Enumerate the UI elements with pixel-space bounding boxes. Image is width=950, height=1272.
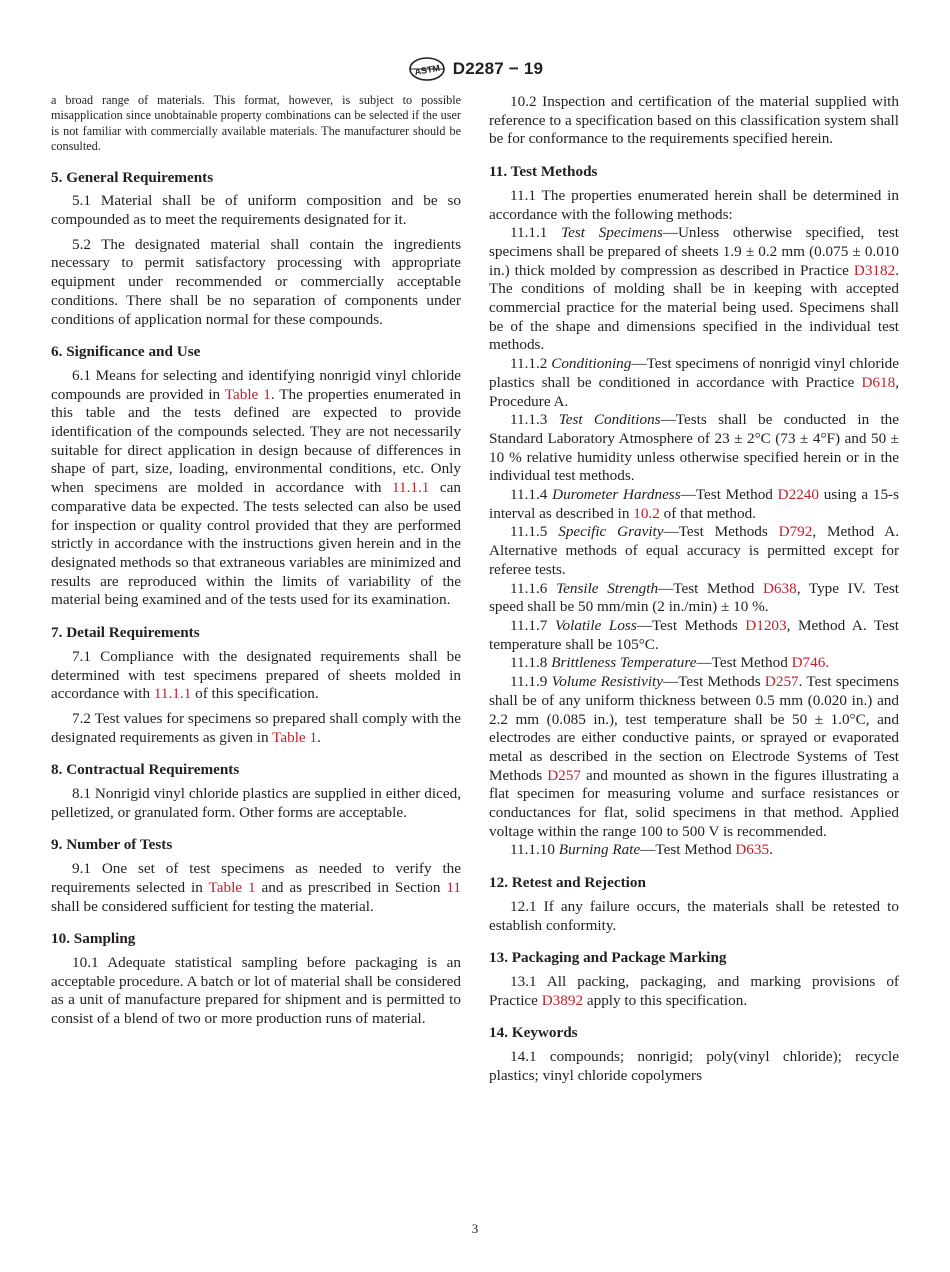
section-11-heading: 11. Test Methods	[489, 163, 598, 181]
link-d635[interactable]: D635	[735, 841, 770, 859]
link-table-1[interactable]: Table 1	[224, 385, 271, 403]
section-10-heading: 10. Sampling	[51, 930, 136, 948]
section-9-heading: 9. Number of Tests	[51, 836, 173, 854]
document-designation: D2287 − 19	[452, 59, 544, 78]
left-column	[51, 93, 461, 1029]
page-number: 3	[471, 1221, 479, 1236]
link-10-2[interactable]: 10.2	[633, 504, 660, 522]
link-table-1[interactable]: Table 1	[272, 728, 318, 746]
link-11-1-1[interactable]: 11.1.1	[392, 479, 430, 497]
link-d638[interactable]: D638	[762, 579, 797, 597]
link-d257[interactable]: D257	[547, 766, 581, 784]
paragraph-14-1: 14.1 compounds; nonrigid; poly(vinyl chloride); recycle plastics; vinyl chloride copolymers	[489, 1048, 899, 1084]
section-14-heading: 14. Keywords	[489, 1024, 578, 1042]
paragraph-11-1-4: 11.1.4 Durometer Hardness—Test Method D2240 using a 15-s interval as described in 10.2 of that method.	[489, 486, 900, 522]
paragraph-11-1-3: 11.1.3 Test Conditions—Tests shall be conducted in the Standard Laboratory Atmosphere of 23 ± 2°C (73 ± 4°F) and 50 ± 10 % relative humidity unless otherwise specified herein or in the individual test methods.	[489, 411, 900, 485]
section-8-heading: 8. Contractual Requirements	[51, 761, 240, 779]
link-d3892[interactable]: D3892	[541, 991, 584, 1009]
link-table-1[interactable]: Table 1	[208, 878, 256, 896]
link-section-11[interactable]: 11	[446, 878, 461, 896]
paragraph-7-1: 7.1 Compliance with the designated requirements shall be determined with test specimens prepared of sheets molded in accordance with 11.1.1 of this specification.	[51, 647, 461, 703]
paragraph-11-1: 11.1 The properties enumerated herein shall be determined in accordance with the following methods:	[489, 186, 899, 223]
page-header	[0, 56, 950, 82]
paragraph-5-1: 5.1 Material shall be of uniform composition and be so compounded as to meet the requirements designated for it.	[51, 192, 461, 229]
paragraph-10-1: 10.1 Adequate statistical sampling before packaging is an acceptable procedure. A batch or lot of material shall be considered as a unit of manufacture prepared for shipment and is permitted to consist of a blend of two or more production runs of material.	[51, 953, 461, 1028]
paragraph-12-1: 12.1 If any failure occurs, the materials shall be retested to establish conformity.	[489, 897, 899, 934]
section-13-heading: 13. Packaging and Package Marking	[489, 949, 727, 967]
paragraph-9-1: 9.1 One set of test specimens as needed to verify the requirements selected in Table 1 and as prescribed in Section 11 shall be considered sufficient for testing the material.	[51, 860, 461, 915]
link-d257[interactable]: D257	[764, 673, 799, 691]
paragraph-11-1-6: 11.1.6 Tensile Strength—Test Method D638, Type IV. Test speed shall be 50 mm/min (2 in./min) ± 10 %.	[489, 579, 899, 616]
paragraph-10-2: 10.2 Inspection and certification of the material supplied with reference to a specification based on this classification system shall be for conformance to the requirements specified herein.	[489, 93, 899, 148]
paragraph-11-1-7: 11.1.7 Volatile Loss—Test Methods D1203, Method A. Test temperature shall be 105°C.	[489, 616, 900, 653]
section-6-heading: 6. Significance and Use	[51, 343, 201, 361]
paragraph-8-1: 8.1 Nonrigid vinyl chloride plastics are supplied in either diced, pelletized, or granulated form. Other forms are acceptable.	[51, 785, 461, 821]
paragraph-11-1-1: 11.1.1 Test Specimens—Unless otherwise specified, test specimens shall be prepared of sheets 1.9 ± 0.2 mm (0.075 ± 0.010 in.) thick molded by compression as described in Practice D3182. The conditions of molding shall be in keeping with accepted commercial practice for the material being used. Specimens shall be of the shape and dimensions specified in the individual test methods.	[489, 224, 899, 354]
paragraph-11-1-8: 11.1.8 Brittleness Temperature—Test Method D746.	[510, 654, 830, 672]
link-d2240[interactable]: D2240	[777, 486, 819, 504]
paragraph-7-2: 7.2 Test values for specimens so prepared shall comply with the designated requirements as given in Table 1.	[51, 709, 461, 746]
paragraph-11-1-2: 11.1.2 Conditioning—Test specimens of nonrigid vinyl chloride plastics shall be conditioned in accordance with Practice D618, Procedure A.	[489, 355, 899, 410]
paragraph-11-1-9: 11.1.9 Volume Resistivity—Test Methods D257. Test specimens shall be of any uniform thickness between 0.5 mm (0.020 in.) and 2.2 mm (0.085 in.), test temperature shall be 50 ± 1.0°C, and electrodes are either conductive paints, or sprayed or evaporated metal as described in the section on Electrode Systems of Test Methods D257 and mounted as shown in the figures illustrating a flat specimen for measuring volume and surface resistances or conductances for flat, solid specimens in that method. Applied voltage within the range 100 to 500 V is recommended.	[489, 673, 899, 840]
link-d1203[interactable]: D1203	[745, 616, 787, 634]
link-d792[interactable]: D792	[778, 523, 813, 541]
link-11-1-1[interactable]: 11.1.1	[153, 685, 192, 703]
paragraph-11-1-10: 11.1.10 Burning Rate—Test Method D635.	[510, 841, 773, 859]
section-5-heading: 5. General Requirements	[51, 168, 214, 186]
paragraph-13-1: 13.1 All packing, packaging, and marking provisions of Practice D3892 apply to this specification.	[489, 972, 899, 1009]
intro-paragraph: a broad range of materials. This format, however, is subject to possible misapplication since unobtainable property combinations can be selected if the user is not familiar with commercially available materials. The manufacturer should be consulted.	[51, 93, 461, 154]
link-d746[interactable]: D746.	[791, 654, 830, 672]
right-column	[489, 93, 899, 1085]
section-12-heading: 12. Retest and Rejection	[489, 874, 646, 892]
paragraph-11-1-5: 11.1.5 Specific Gravity—Test Methods D792, Method A. Alternative methods of equal accuracy is permitted except for referee tests.	[489, 523, 899, 578]
section-7-heading: 7. Detail Requirements	[51, 624, 200, 642]
paragraph-6-1: 6.1 Means for selecting and identifying nonrigid vinyl chloride compounds are provided in Table 1. The properties enumerated in this table and the tests defined are expected to provide identification of the compounds selected. They are not necessarily suitable for direct application in design because of differences in shape of part, size, loading, environmental conditions, etc. Only when specimens are molded in accordance with 11.1.1 can comparative data be expected. The tests selected can also be used for inspection or quality control provided that they are performed strictly in accordance with the instructions given herein and in the designated methods so that extraneous variables are minimized and results are reproduced within the limits of variability of the material being examined and of the tests used for its examination.	[51, 366, 462, 609]
paragraph-5-2: 5.2 The designated material shall contain the ingredients necessary to permit satisfactory processing with appropriate equipment under recommended or commercially acceptable conditions. There shall be no separation of components under conditions of application normal for these compounds.	[51, 235, 461, 328]
link-d3182[interactable]: D3182	[853, 261, 896, 279]
svg-text:ASTM: ASTM	[413, 62, 441, 78]
astm-logo-icon	[407, 56, 447, 82]
link-d618[interactable]: D618	[861, 373, 896, 391]
